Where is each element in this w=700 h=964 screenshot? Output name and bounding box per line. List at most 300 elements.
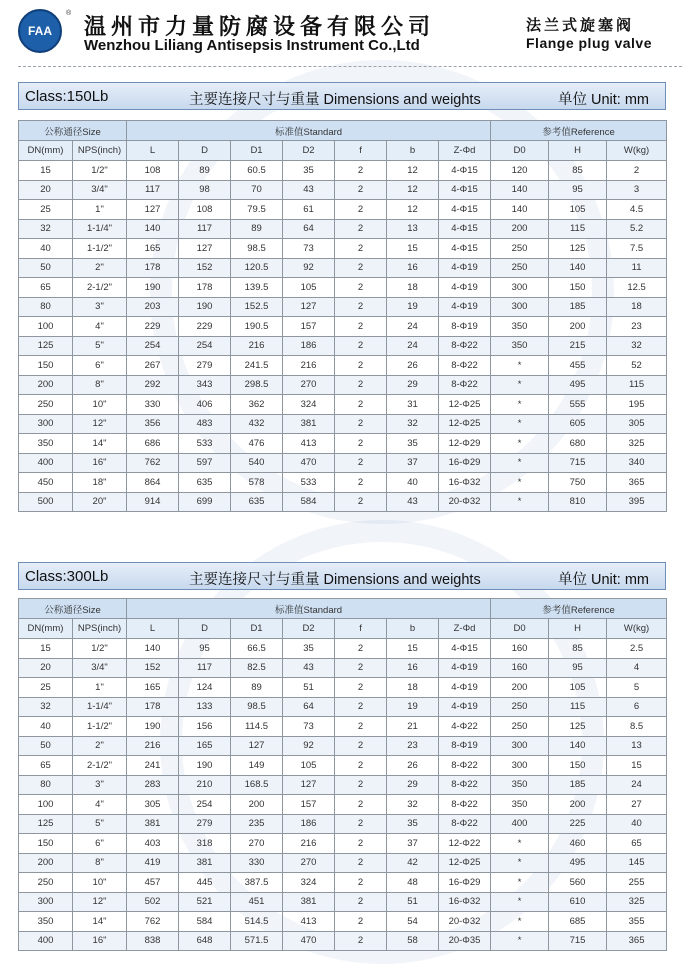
table-cell: 381	[179, 853, 231, 873]
table-cell: 20-Φ32	[439, 912, 491, 932]
table-cell: 23	[607, 317, 667, 337]
table-cell: 250	[19, 873, 73, 893]
table-cell: 200	[491, 219, 549, 239]
table-cell: 300	[491, 278, 549, 298]
table-cell: 50	[19, 736, 73, 756]
table-cell: 279	[179, 356, 231, 376]
table-cell: 8-Φ19	[439, 317, 491, 337]
table-row	[19, 297, 667, 317]
table-cell: 24	[387, 317, 439, 337]
table-cell: 2	[335, 219, 387, 239]
table-cell: *	[491, 434, 549, 454]
table-cell: 470	[283, 931, 335, 951]
table-cell: 120.5	[231, 258, 283, 278]
table-cell: 610	[549, 892, 607, 912]
table-cell: 1-1/4"	[73, 219, 127, 239]
table-cell: 18	[607, 297, 667, 317]
table-cell: 190	[179, 297, 231, 317]
table-cell: 555	[549, 395, 607, 415]
table-cell: 387.5	[231, 873, 283, 893]
section-title: 主要连接尺寸与重量 Dimensions and weights	[189, 572, 481, 588]
table-cell: 330	[127, 395, 179, 415]
table-cell: 29	[387, 375, 439, 395]
table-cell: 2	[335, 317, 387, 337]
table-cell: 300	[19, 414, 73, 434]
table-cell: 502	[127, 892, 179, 912]
group-header-row	[19, 599, 667, 619]
table-cell: 12.5	[607, 278, 667, 298]
table-cell: 20-Φ32	[439, 492, 491, 512]
table-cell: 6	[607, 697, 667, 717]
table-cell: 2.5	[607, 639, 667, 659]
table-cell: 685	[549, 912, 607, 932]
table-cell: 686	[127, 434, 179, 454]
table-cell: 4-Φ15	[439, 180, 491, 200]
table-cell: 10"	[73, 395, 127, 415]
table-cell: 350	[19, 434, 73, 454]
table-cell: 225	[549, 814, 607, 834]
table-cell: 66.5	[231, 639, 283, 659]
table-row	[19, 336, 667, 356]
table-cell: 2	[335, 278, 387, 298]
table-cell: 140	[491, 200, 549, 220]
table-cell: 4.5	[607, 200, 667, 220]
table-cell: *	[491, 912, 549, 932]
column-header: D1	[231, 619, 283, 639]
table-cell: 195	[607, 395, 667, 415]
table-cell: 648	[179, 931, 231, 951]
class-300-bar	[18, 562, 666, 590]
table-cell: 3	[607, 180, 667, 200]
table-cell: 2	[335, 795, 387, 815]
group-header-cell: 标准值Standard	[127, 121, 491, 141]
table-row	[19, 395, 667, 415]
table-cell: 455	[549, 356, 607, 376]
table-row	[19, 736, 667, 756]
table-cell: *	[491, 375, 549, 395]
table-cell: 18	[387, 278, 439, 298]
table-cell: 2	[335, 453, 387, 473]
table-cell: 100	[19, 795, 73, 815]
table-cell: 1-1/2"	[73, 717, 127, 737]
table-cell: 356	[127, 414, 179, 434]
table-cell: 324	[283, 873, 335, 893]
table-cell: 216	[283, 356, 335, 376]
table-cell: 150	[19, 834, 73, 854]
table-cell: 241.5	[231, 356, 283, 376]
table-cell: 300	[491, 297, 549, 317]
table-cell: 560	[549, 873, 607, 893]
column-header: W(kg)	[607, 619, 667, 639]
table-cell: *	[491, 395, 549, 415]
table-cell: 16-Φ32	[439, 892, 491, 912]
table-cell: 125	[19, 336, 73, 356]
table-cell: 2	[335, 678, 387, 698]
table-cell: 186	[283, 336, 335, 356]
table-cell: 4-Φ19	[439, 697, 491, 717]
table-row	[19, 892, 667, 912]
table-cell: 305	[127, 795, 179, 815]
table-cell: 413	[283, 434, 335, 454]
column-header-row	[19, 619, 667, 639]
table-cell: 6"	[73, 356, 127, 376]
table-cell: 715	[549, 931, 607, 951]
table-cell: 365	[607, 473, 667, 493]
table-cell: 2	[335, 375, 387, 395]
table-cell: 8-Φ22	[439, 775, 491, 795]
dimensions-table-150lb	[18, 120, 667, 512]
table-cell: 2	[335, 775, 387, 795]
unit-label: 单位 Unit: mm	[557, 572, 649, 588]
table-cell: 381	[283, 414, 335, 434]
column-header-row	[19, 141, 667, 161]
table-cell: 2	[335, 892, 387, 912]
table-cell: 115	[549, 219, 607, 239]
table-cell: 7.5	[607, 239, 667, 259]
table-cell: 254	[127, 336, 179, 356]
table-row	[19, 639, 667, 659]
table-cell: 32	[607, 336, 667, 356]
table-cell: 64	[283, 697, 335, 717]
company-name-en: Wenzhou Liliang Antisepsis Instrument Co.,Ltd	[84, 37, 420, 54]
column-header: D	[179, 619, 231, 639]
table-cell: 32	[387, 414, 439, 434]
unit-label: 单位 Unit: mm	[557, 92, 649, 108]
table-cell: 514.5	[231, 912, 283, 932]
table-cell: 95	[549, 658, 607, 678]
table-cell: 65	[19, 278, 73, 298]
table-cell: 350	[19, 912, 73, 932]
table-cell: 92	[283, 258, 335, 278]
table-cell: 584	[179, 912, 231, 932]
table-cell: 65	[607, 834, 667, 854]
section-title: 主要连接尺寸与重量 Dimensions and weights	[189, 92, 481, 108]
table-cell: 64	[283, 219, 335, 239]
table-cell: 70	[231, 180, 283, 200]
table-cell: 115	[607, 375, 667, 395]
table-cell: 2	[335, 814, 387, 834]
table-cell: 12-Φ25	[439, 395, 491, 415]
table-cell: 521	[179, 892, 231, 912]
table-cell: 699	[179, 492, 231, 512]
table-row	[19, 931, 667, 951]
table-cell: 51	[387, 892, 439, 912]
table-cell: 29	[387, 775, 439, 795]
table-cell: 120	[491, 161, 549, 181]
table-cell: 365	[607, 931, 667, 951]
column-header: b	[387, 619, 439, 639]
table-cell: 540	[231, 453, 283, 473]
table-cell: 25	[19, 200, 73, 220]
table-cell: 125	[549, 239, 607, 259]
table-cell: 1/2"	[73, 639, 127, 659]
table-cell: 4-Φ19	[439, 678, 491, 698]
table-cell: 85	[549, 161, 607, 181]
table-cell: 2	[335, 717, 387, 737]
table-cell: 32	[19, 219, 73, 239]
table-cell: 13	[607, 736, 667, 756]
table-cell: 105	[549, 678, 607, 698]
table-cell: 680	[549, 434, 607, 454]
table-cell: 157	[283, 795, 335, 815]
table-cell: 16-Φ29	[439, 873, 491, 893]
column-header: Z-Φd	[439, 619, 491, 639]
table-cell: *	[491, 892, 549, 912]
table-cell: 2"	[73, 736, 127, 756]
table-cell: 149	[231, 756, 283, 776]
table-row	[19, 473, 667, 493]
column-header: H	[549, 141, 607, 161]
table-row	[19, 180, 667, 200]
table-cell: 48	[387, 873, 439, 893]
table-cell: 85	[549, 639, 607, 659]
table-cell: 325	[607, 892, 667, 912]
table-cell: 350	[491, 336, 549, 356]
table-cell: 203	[127, 297, 179, 317]
table-cell: 300	[19, 892, 73, 912]
table-cell: 127	[231, 736, 283, 756]
table-cell: 80	[19, 775, 73, 795]
table-cell: 254	[179, 795, 231, 815]
table-cell: 16	[387, 258, 439, 278]
table-cell: 13	[387, 219, 439, 239]
table-cell: 2	[335, 912, 387, 932]
column-header: DN(mm)	[19, 141, 73, 161]
table-cell: *	[491, 873, 549, 893]
table-cell: 362	[231, 395, 283, 415]
table-cell: 82.5	[231, 658, 283, 678]
table-cell: 2	[335, 873, 387, 893]
table-cell: 432	[231, 414, 283, 434]
table-cell: 25	[19, 678, 73, 698]
table-cell: 124	[179, 678, 231, 698]
table-row	[19, 717, 667, 737]
table-cell: 24	[607, 775, 667, 795]
table-cell: *	[491, 492, 549, 512]
column-header: Z-Φd	[439, 141, 491, 161]
table-cell: 2	[335, 414, 387, 434]
table-cell: 500	[19, 492, 73, 512]
table-cell: 2	[335, 756, 387, 776]
table-cell: 2	[335, 639, 387, 659]
table-cell: 178	[127, 697, 179, 717]
table-cell: 533	[283, 473, 335, 493]
table-row	[19, 756, 667, 776]
table-cell: 11	[607, 258, 667, 278]
table-cell: 108	[127, 161, 179, 181]
table-cell: *	[491, 414, 549, 434]
table-cell: 95	[549, 180, 607, 200]
table-cell: 2	[335, 492, 387, 512]
table-cell: 24	[387, 336, 439, 356]
table-cell: 12"	[73, 414, 127, 434]
table-cell: *	[491, 931, 549, 951]
table-row	[19, 161, 667, 181]
table-cell: 40	[387, 473, 439, 493]
table-cell: 12-Φ22	[439, 834, 491, 854]
table-cell: 186	[283, 814, 335, 834]
table-cell: 229	[127, 317, 179, 337]
table-cell: 1-1/2"	[73, 239, 127, 259]
table-cell: 578	[231, 473, 283, 493]
table-cell: 305	[607, 414, 667, 434]
table-row	[19, 795, 667, 815]
table-row	[19, 853, 667, 873]
column-header: D1	[231, 141, 283, 161]
table-cell: 20-Φ35	[439, 931, 491, 951]
table-cell: 381	[283, 892, 335, 912]
table-cell: 4-Φ22	[439, 717, 491, 737]
table-cell: 2	[335, 258, 387, 278]
table-cell: 190	[179, 756, 231, 776]
table-cell: 571.5	[231, 931, 283, 951]
table-cell: 250	[19, 395, 73, 415]
group-header-cell: 公称通径Size	[19, 599, 127, 619]
table-cell: 125	[549, 717, 607, 737]
column-header: H	[549, 619, 607, 639]
table-cell: 15	[387, 239, 439, 259]
table-cell: 12	[387, 180, 439, 200]
table-cell: 216	[231, 336, 283, 356]
table-cell: 16-Φ32	[439, 473, 491, 493]
table-cell: 2	[335, 200, 387, 220]
table-cell: 250	[491, 717, 549, 737]
table-cell: 54	[387, 912, 439, 932]
table-cell: 140	[491, 180, 549, 200]
table-cell: 200	[549, 317, 607, 337]
table-cell: 584	[283, 492, 335, 512]
table-cell: 12-Φ29	[439, 434, 491, 454]
table-cell: 92	[283, 736, 335, 756]
table-cell: 178	[127, 258, 179, 278]
table-cell: 200	[549, 795, 607, 815]
table-row	[19, 317, 667, 337]
table-cell: 250	[491, 258, 549, 278]
table-cell: 343	[179, 375, 231, 395]
table-cell: 10"	[73, 873, 127, 893]
table-cell: 300	[491, 736, 549, 756]
table-cell: 127	[283, 775, 335, 795]
table-cell: 635	[231, 492, 283, 512]
column-header: W(kg)	[607, 141, 667, 161]
table-cell: 37	[387, 453, 439, 473]
table-row	[19, 678, 667, 698]
table-cell: 5"	[73, 814, 127, 834]
table-cell: 298.5	[231, 375, 283, 395]
table-cell: 15	[607, 756, 667, 776]
table-cell: 185	[549, 297, 607, 317]
table-cell: 152.5	[231, 297, 283, 317]
table-cell: 3/4"	[73, 180, 127, 200]
table-cell: 2	[335, 473, 387, 493]
table-cell: *	[491, 834, 549, 854]
table-cell: 2	[335, 297, 387, 317]
table-cell: 105	[549, 200, 607, 220]
table-cell: 403	[127, 834, 179, 854]
column-header: f	[335, 141, 387, 161]
table-cell: 6"	[73, 834, 127, 854]
table-cell: 2	[335, 658, 387, 678]
table-cell: 8-Φ19	[439, 736, 491, 756]
table-cell: 140	[549, 258, 607, 278]
table-cell: *	[491, 356, 549, 376]
table-cell: 14"	[73, 912, 127, 932]
table-cell: 12	[387, 161, 439, 181]
table-row	[19, 492, 667, 512]
table-row	[19, 356, 667, 376]
table-cell: 21	[387, 717, 439, 737]
table-cell: 2	[607, 161, 667, 181]
table-cell: 292	[127, 375, 179, 395]
table-cell: 18	[387, 678, 439, 698]
table-cell: 37	[387, 834, 439, 854]
table-cell: 533	[179, 434, 231, 454]
dimensions-table-300lb	[18, 598, 667, 951]
column-header: NPS(inch)	[73, 141, 127, 161]
table-cell: 325	[607, 434, 667, 454]
table-cell: 43	[283, 658, 335, 678]
table-cell: 27	[607, 795, 667, 815]
table-cell: 762	[127, 912, 179, 932]
column-header: NPS(inch)	[73, 619, 127, 639]
table-cell: 715	[549, 453, 607, 473]
header-divider	[18, 66, 682, 67]
table-cell: 150	[549, 278, 607, 298]
group-header-cell: 标准值Standard	[127, 599, 491, 619]
table-row	[19, 219, 667, 239]
table-row	[19, 697, 667, 717]
table-row	[19, 873, 667, 893]
table-cell: 16"	[73, 453, 127, 473]
table-cell: 330	[231, 853, 283, 873]
table-cell: 35	[387, 814, 439, 834]
table-cell: 19	[387, 297, 439, 317]
table-cell: 165	[127, 678, 179, 698]
table-cell: 2	[335, 161, 387, 181]
table-cell: 140	[127, 219, 179, 239]
table-cell: 255	[607, 873, 667, 893]
table-cell: 139.5	[231, 278, 283, 298]
table-cell: 16	[387, 658, 439, 678]
class-label: Class:300Lb	[25, 568, 109, 585]
table-cell: 89	[231, 219, 283, 239]
table-cell: 495	[549, 853, 607, 873]
table-cell: 2	[335, 697, 387, 717]
table-cell: 4"	[73, 795, 127, 815]
table-cell: 19	[387, 697, 439, 717]
table-cell: 80	[19, 297, 73, 317]
table-cell: 200	[491, 678, 549, 698]
table-cell: 750	[549, 473, 607, 493]
table-cell: 318	[179, 834, 231, 854]
table-cell: 2	[335, 736, 387, 756]
table-cell: 140	[127, 639, 179, 659]
table-cell: 267	[127, 356, 179, 376]
table-row	[19, 775, 667, 795]
column-header: L	[127, 141, 179, 161]
table-cell: 16-Φ29	[439, 453, 491, 473]
table-cell: 1"	[73, 200, 127, 220]
table-cell: 250	[491, 239, 549, 259]
table-cell: 60.5	[231, 161, 283, 181]
table-cell: 16"	[73, 931, 127, 951]
table-cell: 20	[19, 658, 73, 678]
table-cell: 8"	[73, 375, 127, 395]
table-cell: 340	[607, 453, 667, 473]
table-cell: 32	[387, 795, 439, 815]
table-cell: 52	[607, 356, 667, 376]
table-cell: 15	[387, 639, 439, 659]
